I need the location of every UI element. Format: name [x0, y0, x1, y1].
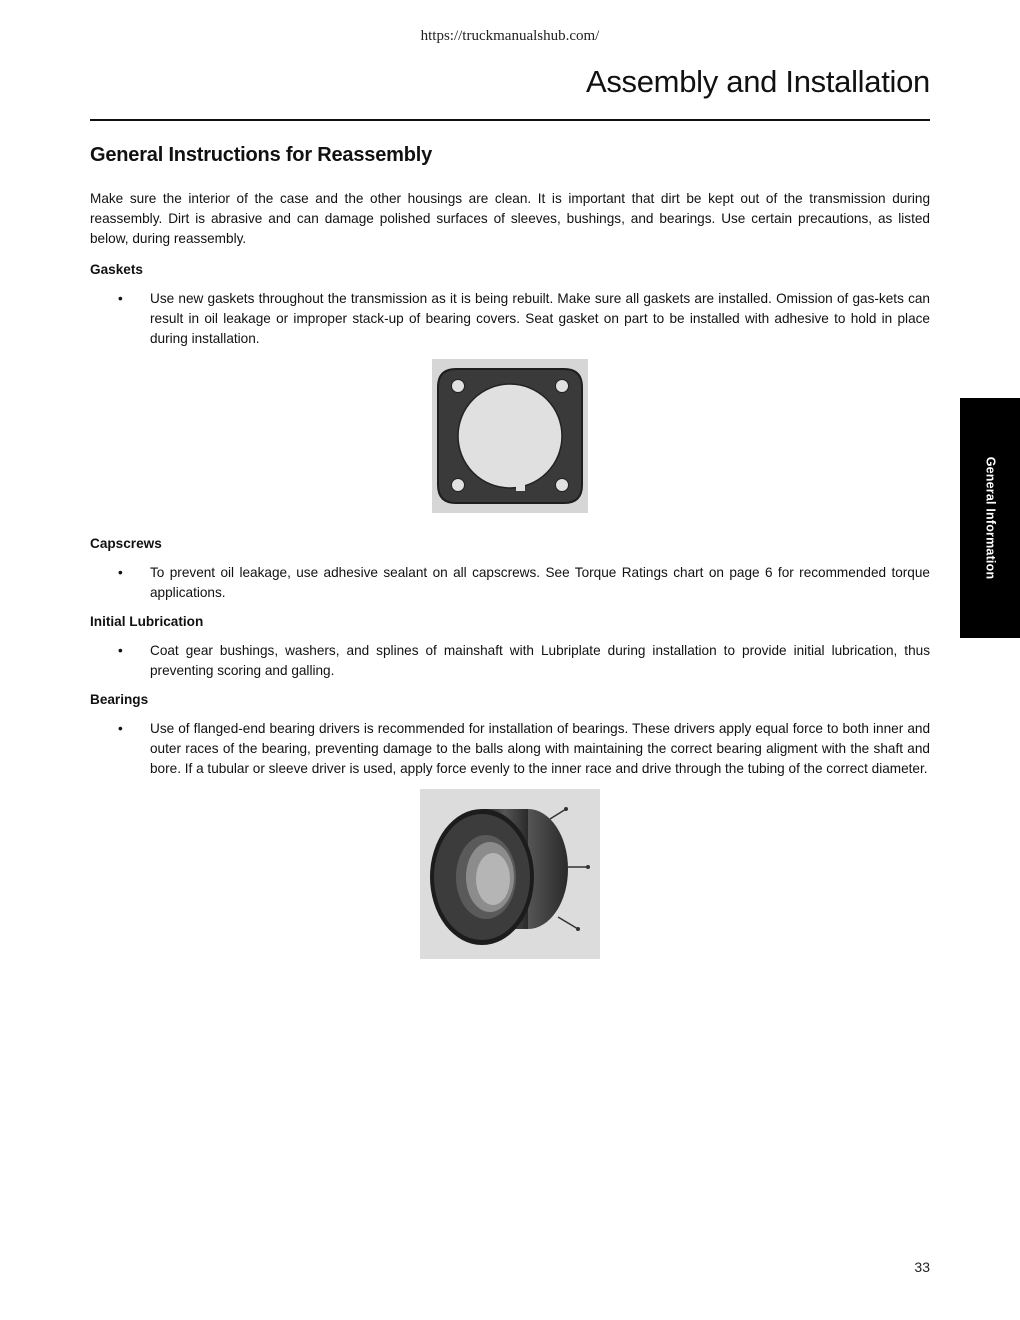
page-number: 33	[914, 1259, 930, 1275]
lubrication-heading: Initial Lubrication	[90, 614, 204, 629]
bearing-driver-image	[420, 789, 600, 959]
bearings-bullet	[90, 719, 930, 779]
side-tab	[960, 398, 1020, 638]
bullet-dot: •	[118, 291, 123, 306]
bullet-dot: •	[118, 721, 123, 736]
gaskets-heading: Gaskets	[90, 262, 143, 277]
lubrication-bullet	[90, 641, 930, 681]
bullet-dot: •	[118, 643, 123, 658]
gaskets-bullet-text: Use new gaskets throughout the transmission as it is being rebuilt. Make sure all gaskets are installed. Omission of gas-kets can result in oil leakage or improper stack-up of bearing covers. Seat gasket on part to be installed with adhesive to hold in place during installation.	[150, 291, 930, 346]
intro-paragraph: Make sure the interior of the case and the other housings are clean. It is important that dirt be kept out of the transmission during reassembly. Dirt is abrasive and can damage polished surfaces of sleeves, bushings, and bearings. Use certain precautions, as listed below, during reassembly.	[90, 191, 930, 246]
gasket-image	[432, 359, 588, 513]
page-header-title: Assembly and Installation	[585, 64, 930, 99]
side-tab-label: General Information	[983, 456, 998, 580]
capscrews-bullet-text: To prevent oil leakage, use adhesive sealant on all capscrews. See Torque Ratings chart on page 6 for recommended torque applications.	[150, 565, 930, 600]
source-url[interactable]: https://truckmanualshub.com/	[420, 28, 600, 44]
page-content	[90, 144, 930, 981]
gaskets-bullet	[90, 289, 930, 349]
lubrication-bullet-text: Coat gear bushings, washers, and splines of mainshaft with Lubriplate during installation to provide initial lubrication, thus preventing scoring and galling.	[150, 643, 930, 678]
capscrews-heading: Capscrews	[90, 536, 162, 551]
bearings-bullet-text: Use of flanged-end bearing drivers is recommended for installation of bearings. These drivers apply equal force to both inner and outer races of the bearing, preventing damage to the balls along with maintaining the correct bearing aligment with the shaft and bore. If a tubular or sleeve driver is used, apply force evenly to the inner race and drive through the tubing of the correct diameter.	[150, 721, 930, 776]
header-divider	[90, 119, 930, 121]
gasket-figure	[90, 359, 930, 513]
section-title: General Instructions for Reassembly	[90, 144, 433, 166]
bearings-heading: Bearings	[90, 692, 149, 707]
bullet-dot: •	[118, 565, 123, 580]
bearing-driver-figure	[90, 789, 930, 959]
capscrews-bullet	[90, 563, 930, 603]
